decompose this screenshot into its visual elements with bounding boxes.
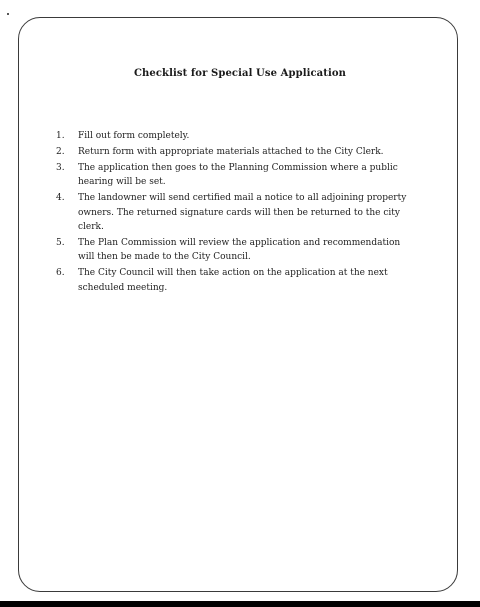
- item-text: Return form with appropriate materials attached to the City Clerk.: [78, 146, 384, 157]
- item-number: 1.: [56, 131, 65, 141]
- list-item: [56, 191, 416, 234]
- item-number: 5.: [56, 237, 65, 248]
- scan-bottom-edge: [0, 601, 480, 607]
- page-border-frame: [18, 17, 458, 592]
- item-number: 3.: [56, 162, 65, 173]
- list-item: [56, 145, 416, 159]
- document-title: Checklist for Special Use Application: [133, 68, 347, 79]
- item-text: The Plan Commission will review the application and recommendation will then be made to the City Council.: [78, 237, 401, 263]
- item-number: 4.: [56, 193, 65, 204]
- list-item: [56, 161, 416, 190]
- list-item: [56, 129, 416, 143]
- item-number: 2.: [56, 146, 65, 157]
- item-text: The City Council will then take action on the application at the next scheduled meeting.: [78, 268, 388, 293]
- item-text: The landowner will send certified mail a notice to all adjoining property owners. The returned signature cards will then be returned to the city clerk.: [78, 193, 407, 232]
- checklist: [56, 129, 416, 296]
- scan-speck: [7, 13, 9, 15]
- item-text: Fill out form completely.: [78, 131, 190, 141]
- item-text: The application then goes to the Planning Commission where a public hearing will be set.: [78, 162, 398, 188]
- list-item: [56, 236, 416, 265]
- list-item: [56, 266, 416, 295]
- item-number: 6.: [56, 268, 65, 279]
